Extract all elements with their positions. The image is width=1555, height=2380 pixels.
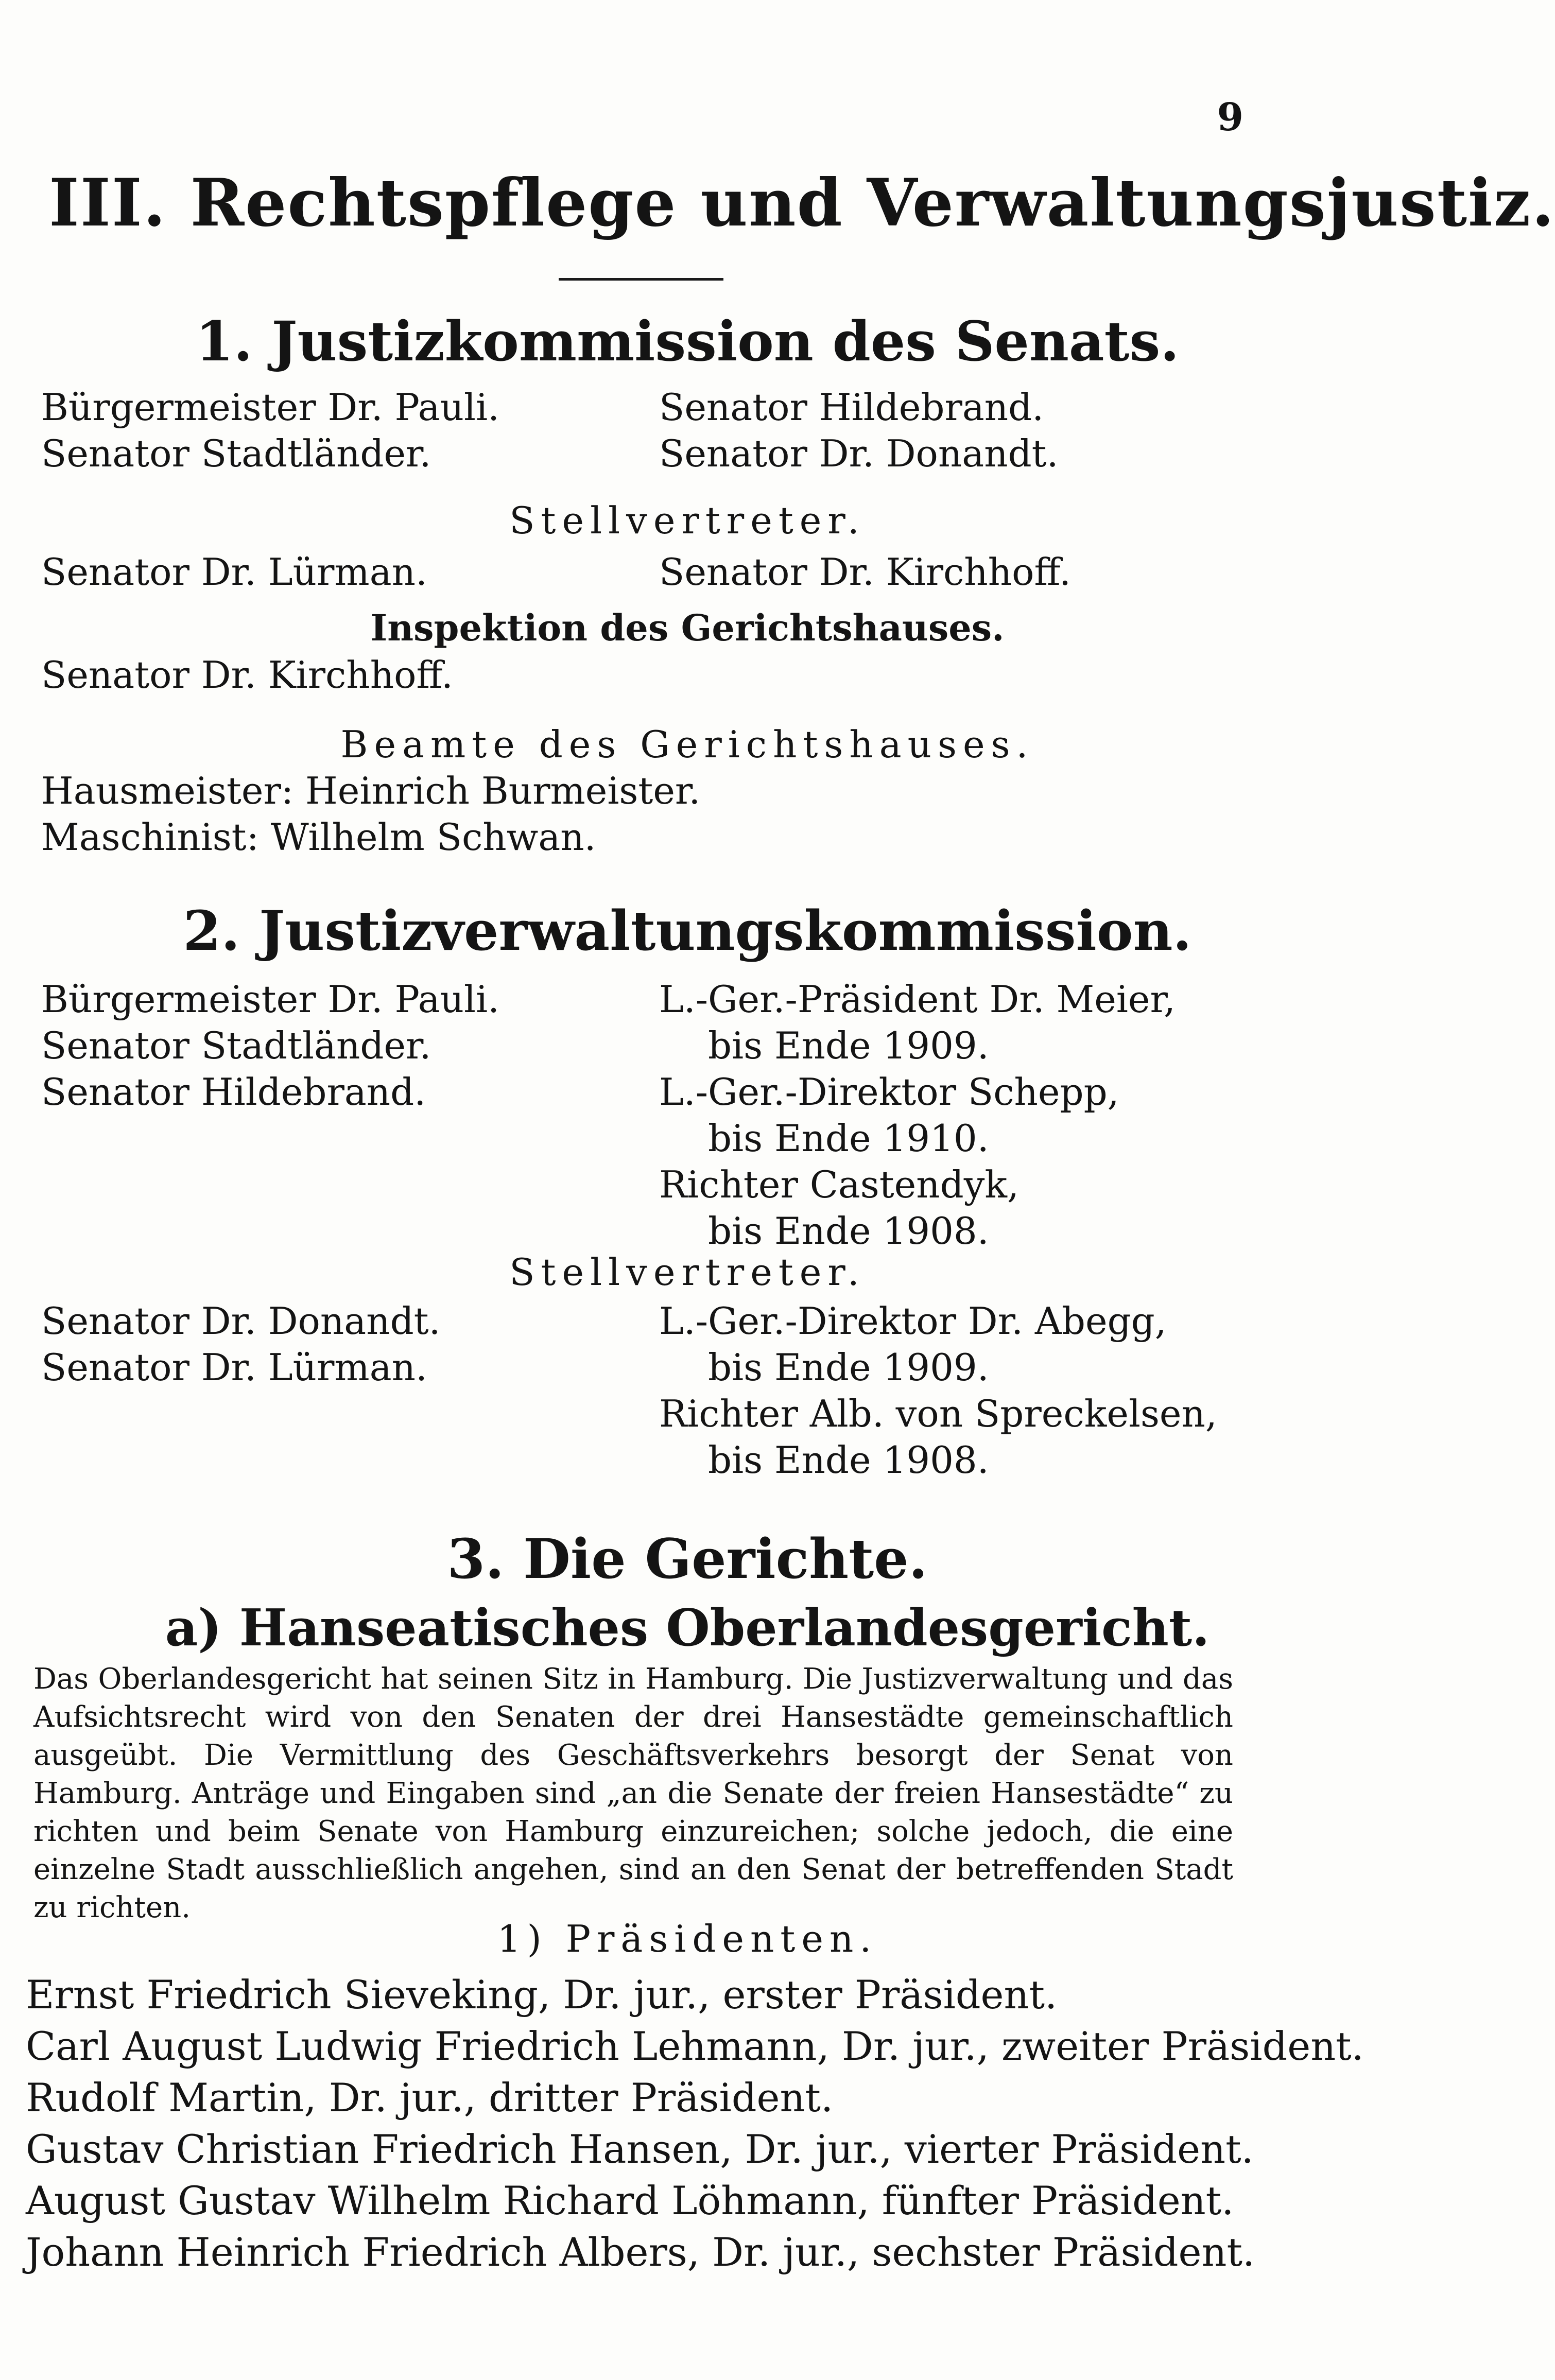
deputy-left: Senator Dr. Lürman.	[41, 550, 427, 594]
member-left: Bürgermeister Dr. Pauli.	[41, 386, 499, 429]
commission-right: L.-Ger.-Präsident Dr. Meier,	[659, 978, 1176, 1021]
member-left: Senator Stadtländer.	[41, 432, 431, 475]
section-heading-gerichte: 3. Die Gerichte.	[447, 1526, 928, 1591]
commission-right: L.-Ger.-Direktor Schepp,	[659, 1070, 1119, 1114]
deputy-right: bis Ende 1909.	[708, 1346, 989, 1389]
president-entry: Ernst Friedrich Sieveking, Dr. jur., erster Präsident.	[26, 1972, 1058, 2018]
inspection-label: Inspektion des Gerichtshauses.	[370, 606, 1005, 649]
member-right: Senator Dr. Donandt.	[659, 432, 1059, 475]
commission-right: Richter Castendyk,	[659, 1163, 1019, 1206]
official-entry: Maschinist: Wilhelm Schwan.	[41, 815, 596, 859]
deputy-right: Senator Dr. Kirchhoff.	[659, 550, 1071, 594]
officials-label: Beamte des Gerichtshauses.	[340, 723, 1034, 766]
deputy-right: Richter Alb. von Spreckelsen,	[659, 1392, 1217, 1435]
chapter-title: III. Rechtspflege und Verwaltungsjustiz.	[49, 165, 1555, 241]
commission-right: bis Ende 1909.	[708, 1024, 989, 1067]
deputies-label: Stellvertreter.	[509, 1250, 866, 1294]
president-entry: August Gustav Wilhelm Richard Löhmann, fünfter Präsident.	[26, 2178, 1234, 2223]
commission-right: bis Ende 1908.	[708, 1209, 989, 1253]
president-entry: Johann Heinrich Friedrich Albers, Dr. jur., sechster Präsident.	[26, 2229, 1255, 2275]
deputies-label: Stellvertreter.	[509, 499, 866, 542]
commission-left: Senator Hildebrand.	[41, 1070, 426, 1114]
deputy-left: Senator Dr. Lürman.	[41, 1346, 427, 1389]
page-number: 9	[1217, 95, 1243, 140]
deputy-left: Senator Dr. Donandt.	[41, 1299, 441, 1343]
official-entry: Hausmeister: Heinrich Burmeister.	[41, 769, 701, 812]
commission-left: Bürgermeister Dr. Pauli.	[41, 978, 499, 1021]
inspection-member: Senator Dr. Kirchhoff.	[41, 653, 453, 697]
member-right: Senator Hildebrand.	[659, 386, 1044, 429]
section-heading-justizkommission: 1. Justizkommission des Senats.	[195, 309, 1180, 373]
commission-left: Senator Stadtländer.	[41, 1024, 431, 1067]
president-entry: Carl August Ludwig Friedrich Lehmann, Dr. jur., zweiter Präsident.	[26, 2023, 1364, 2069]
presidents-label: 1) Präsidenten.	[497, 1917, 878, 1960]
body-paragraph: Das Oberlandesgericht hat seinen Sitz in Hamburg. Die Justizverwaltung und das Aufsichtsrecht wird von den Senaten der drei Hansestädte gemeinschaftlich ausgeübt. Die Vermittlung des Geschäftsverkehrs besorgt der Senat von Hamburg. Anträge und Eingaben sind „an die Senate der freien Hansestädte“ zu richten und beim Senate von Hamburg einzureichen; solche jedoch, die eine einzelne Stadt ausschließlich angehen, sind an den Senat der betreffenden Stadt zu richten.	[33, 1662, 1233, 1924]
separator-rule	[559, 278, 723, 281]
subsection-heading-oberlandesgericht: a) Hanseatisches Oberlandesgericht.	[165, 1599, 1210, 1658]
section-heading-justizverwaltungskommission: 2. Justizverwaltungskommission.	[183, 898, 1192, 963]
commission-right: bis Ende 1910.	[708, 1117, 989, 1160]
deputy-right: L.-Ger.-Direktor Dr. Abegg,	[659, 1299, 1167, 1343]
president-entry: Rudolf Martin, Dr. jur., dritter Präsident.	[26, 2075, 834, 2121]
president-entry: Gustav Christian Friedrich Hansen, Dr. jur., vierter Präsident.	[26, 2126, 1254, 2172]
deputy-right: bis Ende 1908.	[708, 1438, 989, 1482]
